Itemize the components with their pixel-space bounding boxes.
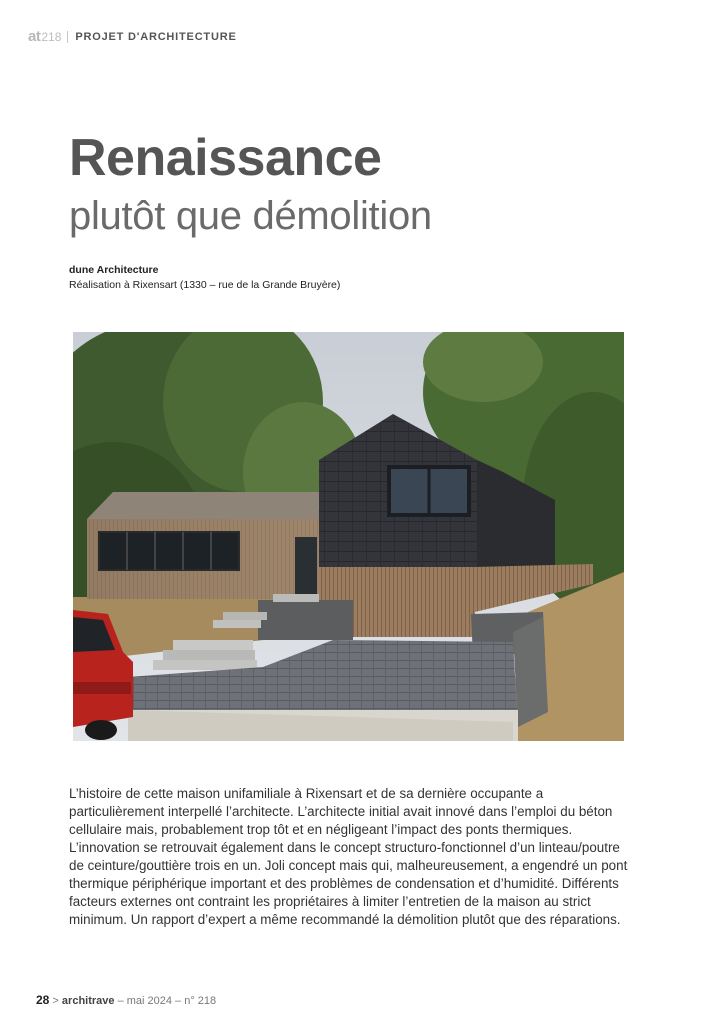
issue-date: – mai 2024 – n° 218 — [117, 995, 217, 1007]
wooden-wing — [87, 492, 319, 599]
issue-number: 218 — [41, 29, 62, 44]
page-footer — [36, 993, 216, 1007]
magazine-name: architrave — [61, 995, 115, 1007]
article-title: Renaissance — [69, 129, 382, 187]
architect-firm: dune Architecture — [69, 264, 159, 276]
magazine-logo: at — [28, 28, 41, 45]
project-location: Réalisation à Rixensart (1330 – rue de la Grande Bruyère) — [69, 279, 341, 291]
header-divider — [67, 31, 68, 43]
article-subtitle: plutôt que démolition — [69, 194, 432, 238]
page-header — [28, 28, 237, 45]
footer-arrow: > — [52, 995, 59, 1007]
house-photo — [73, 332, 624, 741]
article-credit — [69, 263, 340, 293]
section-label: PROJET D'ARCHITECTURE — [75, 30, 237, 43]
article-body: L’histoire de cette maison unifamiliale à Rixensart et de sa dernière occupante a particulièrement interpellé l’architecte. L’architecte initial avait innové dans l’emploi du béton cellulaire mais, probablement trop tôt et en négligeant l’impact des ponts thermiques. L’innovation se retrouvait également dans le concept structuro-fonctionnel d’un linteau/poutre de ceinture/gouttière trois en un. Joli concept mais qui, malheureusement, a engendré un pont thermique périphérique important et des problèmes de condensation et d’humidité. Différents facteurs externes ont contraint les propriétaires à limiter l’entretien de la maison au strict minimum. Un rapport d’expert a même recommandé la démolition plutôt que des réparations. — [69, 786, 628, 927]
page-number: 28 — [36, 993, 50, 1007]
